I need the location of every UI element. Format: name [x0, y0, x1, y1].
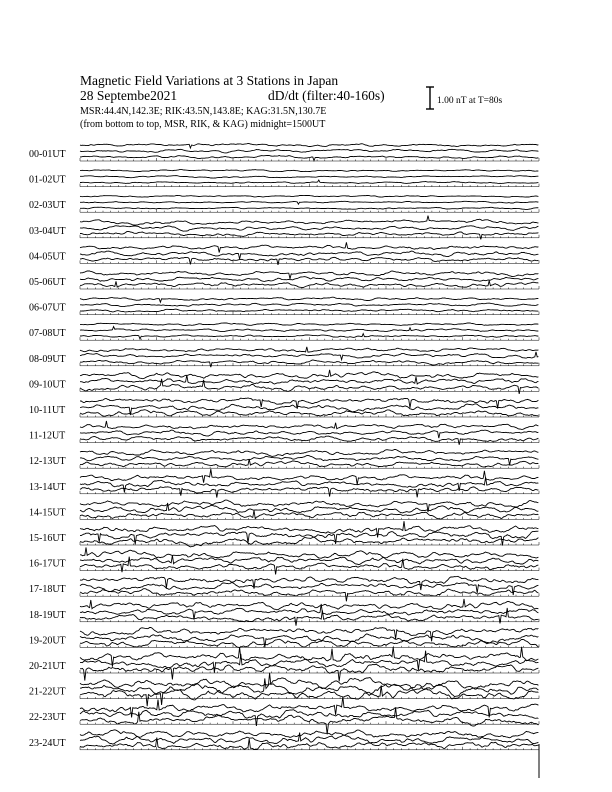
- hour-label: 01-02UT: [29, 174, 66, 186]
- hour-label: 07-08UT: [29, 328, 66, 340]
- trace-msr: [80, 257, 538, 265]
- station-coordinates: MSR:44.4N,142.3E; RIK:43.5N,143.8E; KAG:31.5N,130.7E: [80, 106, 327, 117]
- hour-label: 22-23UT: [29, 712, 66, 724]
- minute-ticks: [80, 619, 539, 622]
- hour-label: 15-16UT: [29, 533, 66, 544]
- trace-kag: [80, 627, 538, 641]
- trace-kag: [80, 144, 538, 149]
- minute-ticks: [80, 593, 539, 596]
- trace-msr: [80, 180, 538, 184]
- trace-kag: [80, 297, 538, 302]
- hour-label: 12-13UT: [29, 456, 66, 468]
- trace-rik: [80, 352, 538, 360]
- hour-label: 08-09UT: [29, 353, 66, 365]
- trace-msr: [80, 360, 538, 367]
- trace-rik: [80, 149, 538, 153]
- hour-label: 11-12UT: [29, 430, 66, 442]
- hour-label: 09-10UT: [29, 379, 66, 391]
- hour-label: 03-04UT: [29, 225, 66, 237]
- hour-label: 05-06UT: [29, 277, 66, 288]
- hour-label: 20-21UT: [29, 661, 66, 672]
- trace-msr: [80, 334, 538, 339]
- hour-label: 06-07UT: [29, 302, 66, 314]
- trace-kag: [80, 547, 538, 558]
- trace-kag: [80, 576, 538, 590]
- chart-date: 28 Septembe2021: [80, 88, 178, 103]
- trace-msr: [80, 707, 538, 734]
- hour-label: 02-03UT: [29, 200, 66, 212]
- trace-rik: [80, 277, 538, 282]
- trace-rik: [80, 327, 538, 332]
- trace-rik: [80, 634, 538, 648]
- hour-label: 21-22UT: [29, 686, 66, 698]
- trace-kag: [80, 323, 538, 326]
- hour-label: 17-18UT: [29, 584, 66, 596]
- minute-ticks: [80, 235, 539, 238]
- trace-msr: [80, 537, 538, 547]
- trace-rik: [80, 176, 538, 179]
- scale-label: 1.00 nT at T=80s: [437, 96, 503, 106]
- trace-rik: [80, 673, 538, 697]
- trace-rik: [80, 303, 538, 307]
- hour-labels: [29, 149, 66, 749]
- trace-msr: [80, 410, 538, 417]
- trace-rik: [80, 226, 538, 232]
- trace-msr: [80, 207, 538, 209]
- trace-rik: [80, 651, 538, 673]
- trace-kag: [80, 271, 538, 279]
- trace-rik: [80, 430, 538, 438]
- minute-ticks: [80, 644, 539, 647]
- trace-msr: [80, 309, 538, 312]
- hour-label: 14-15UT: [29, 507, 66, 519]
- scale-bar: [426, 87, 434, 109]
- trace-rik: [80, 201, 538, 204]
- trace-rik: [80, 555, 538, 565]
- minute-ticks: [80, 542, 539, 545]
- station-order-note: (from bottom to top, MSR, RIK, & KAG) midnight=1500UT: [80, 119, 326, 130]
- hour-label: 19-20UT: [29, 635, 66, 647]
- trace-kag: [80, 730, 538, 738]
- hour-label: 04-05UT: [29, 251, 66, 263]
- chart-title: Magnetic Field Variations at 3 Stations in Japan: [80, 73, 339, 88]
- trace-msr: [80, 232, 538, 240]
- minute-ticks: [80, 286, 539, 289]
- minute-ticks: [80, 260, 539, 263]
- trace-kag: [80, 347, 538, 352]
- chart-quantity: dD/dt (filter:40-160s): [268, 88, 385, 103]
- trace-kag: [80, 242, 538, 252]
- minute-ticks: [80, 414, 539, 417]
- trace-kag: [80, 421, 538, 429]
- minute-ticks: [80, 312, 539, 315]
- hour-label: 00-01UT: [29, 149, 66, 160]
- trace-kag: [80, 370, 538, 379]
- trace-rows: [80, 144, 539, 750]
- minute-ticks: [80, 184, 539, 187]
- minute-ticks: [80, 465, 539, 468]
- minute-ticks: [80, 337, 539, 340]
- trace-msr: [80, 487, 538, 498]
- trace-msr: [80, 436, 538, 445]
- trace-rik: [80, 477, 538, 492]
- trace-msr: [80, 281, 538, 288]
- trace-kag: [80, 398, 538, 409]
- minute-ticks: [80, 158, 539, 161]
- minute-ticks: [80, 747, 539, 750]
- trace-kag: [80, 599, 538, 610]
- minute-ticks: [80, 491, 539, 494]
- trace-msr: [80, 459, 538, 467]
- hour-label: 18-19UT: [29, 609, 66, 621]
- hour-label: 16-17UT: [29, 558, 66, 570]
- hour-label: 10-11UT: [29, 405, 66, 416]
- minute-ticks: [80, 209, 539, 212]
- trace-kag: [80, 216, 538, 226]
- trace-kag: [80, 170, 538, 172]
- hour-label: 23-24UT: [29, 737, 66, 749]
- trace-kag: [80, 195, 538, 197]
- hour-label: 13-14UT: [29, 481, 66, 493]
